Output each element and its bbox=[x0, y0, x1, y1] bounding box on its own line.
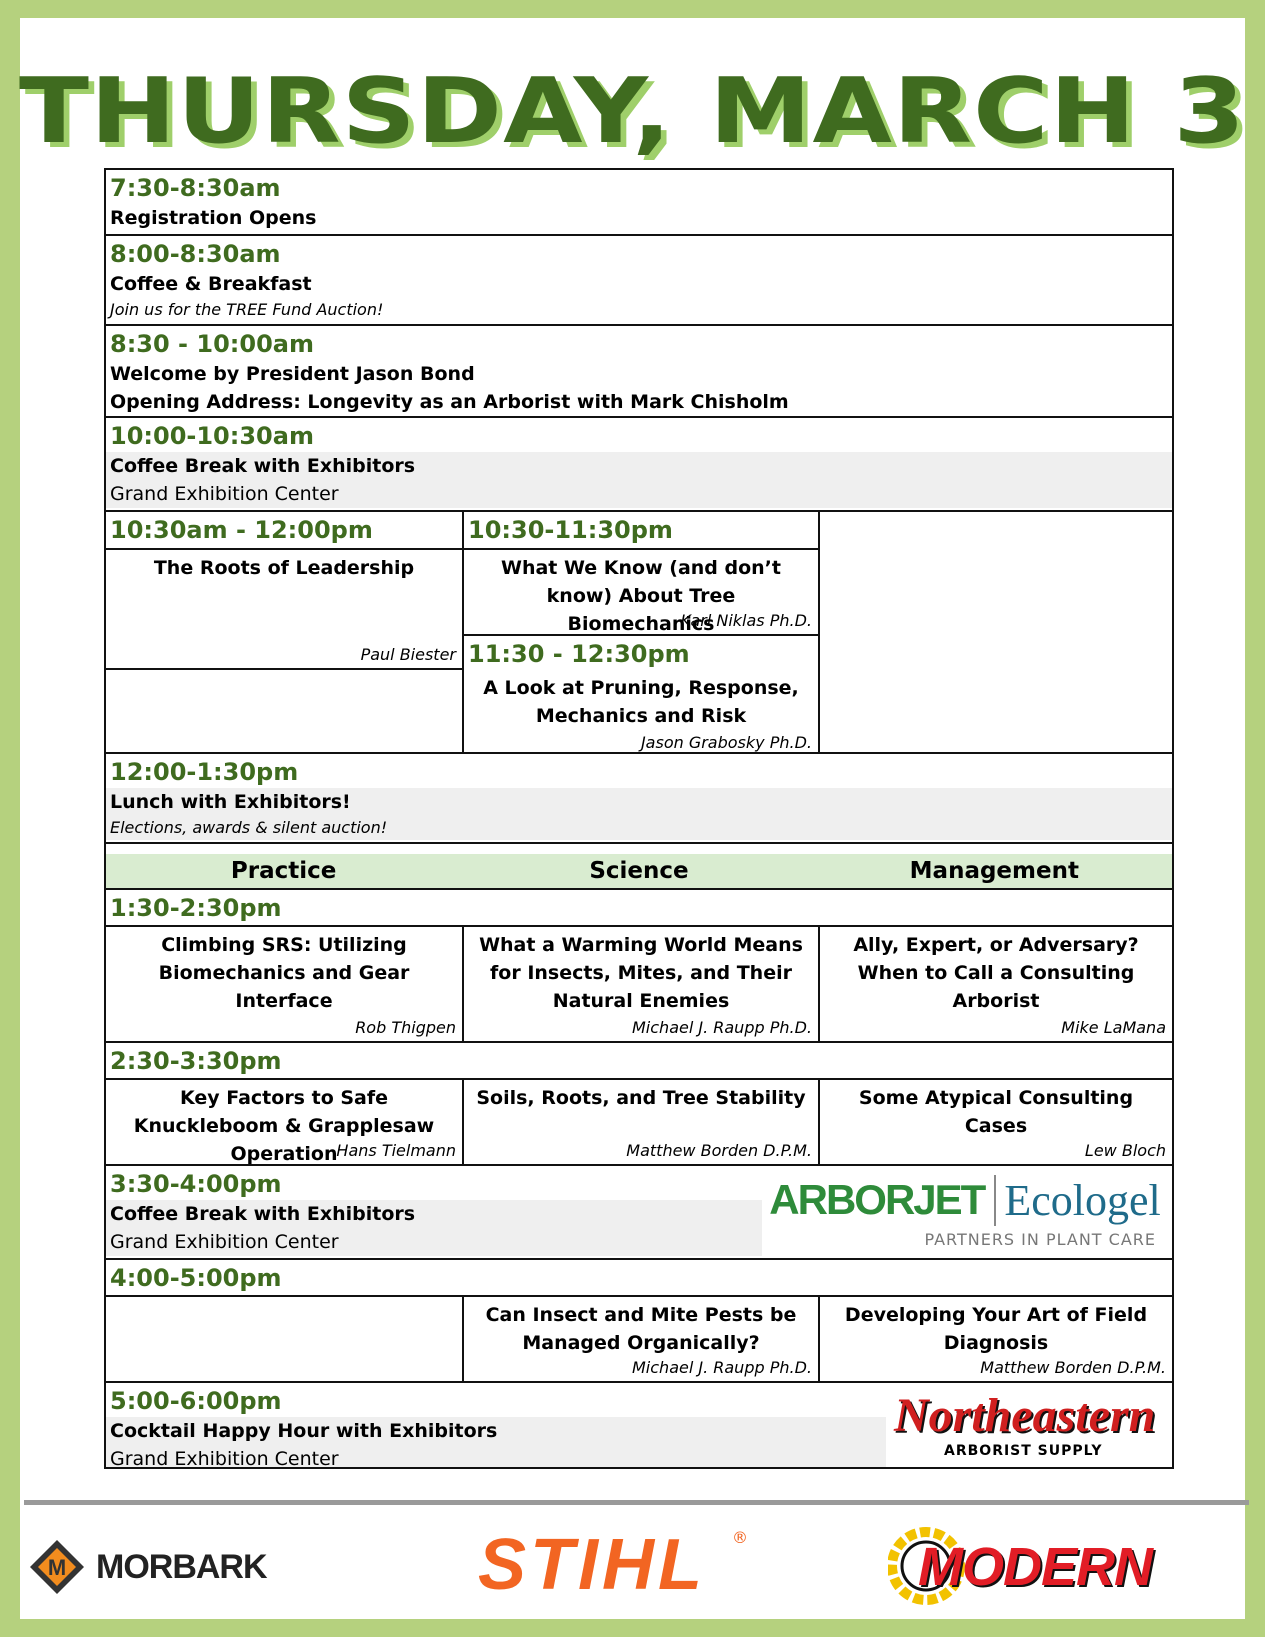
time-label: 10:00-10:30am bbox=[110, 422, 314, 450]
session-title: A Look at Pruning, Response, Mechanics and Risk bbox=[483, 677, 799, 727]
time-label: 8:30 - 10:00am bbox=[110, 330, 314, 358]
session-title bbox=[106, 1297, 462, 1301]
sponsor-logos bbox=[20, 1518, 1245, 1608]
schedule-row bbox=[106, 1381, 1172, 1467]
northeastern-subtitle: ARBORIST SUPPLY bbox=[944, 1443, 1103, 1459]
session-speaker: Karl Niklas Ph.D. bbox=[680, 611, 812, 630]
time-label: 1:30-2:30pm bbox=[106, 890, 1172, 927]
session-title: Developing Your Art of Field Diagnosis bbox=[844, 1304, 1148, 1354]
session-cell bbox=[106, 1297, 462, 1381]
session-title: Can Insect and Mite Pests be Managed Organically? bbox=[485, 1304, 797, 1354]
event-title: Coffee & Breakfast bbox=[110, 273, 312, 295]
track-header bbox=[106, 854, 1172, 890]
event-title: Registration Opens bbox=[110, 207, 317, 229]
session-cell bbox=[462, 1297, 818, 1381]
session-speaker: Matthew Borden D.P.M. bbox=[626, 1141, 812, 1160]
session-title: Climbing SRS: Utilizing Biomechanics and Gear Interface bbox=[158, 934, 410, 1012]
footer-divider bbox=[24, 1500, 1249, 1505]
event-location: Grand Exhibition Center bbox=[110, 1231, 339, 1253]
session-cell bbox=[818, 1080, 1172, 1164]
track-management: Management bbox=[909, 858, 1079, 884]
northeastern-wordmark: Northeastern bbox=[894, 1389, 1156, 1442]
schedule-row bbox=[106, 324, 1172, 416]
session-speaker: Rob Thigpen bbox=[355, 1018, 456, 1037]
session-speaker: Hans Tielmann bbox=[336, 1141, 456, 1160]
event-note: Join us for the TREE Fund Auction! bbox=[110, 300, 384, 319]
session-cell bbox=[818, 1297, 1172, 1381]
time-label: 5:00-6:00pm bbox=[110, 1387, 282, 1415]
schedule-row bbox=[106, 234, 1172, 324]
event-note: Elections, awards & silent auction! bbox=[110, 818, 388, 837]
time-label: 10:30am - 12:00pm bbox=[106, 512, 462, 550]
session-title: Key Factors to Safe Knuckleboom & Grapplesaw Operation bbox=[133, 1087, 435, 1165]
time-label: 8:00-8:30am bbox=[110, 240, 281, 268]
schedule-row bbox=[106, 510, 1172, 752]
session-column bbox=[106, 512, 462, 752]
time-label: 2:30-3:30pm bbox=[106, 1043, 1172, 1080]
event-location: Grand Exhibition Center bbox=[110, 483, 339, 505]
track-header-row bbox=[106, 842, 1172, 1041]
modern-logo bbox=[888, 1522, 1188, 1606]
ecologel-wordmark: Ecologel bbox=[994, 1175, 1160, 1226]
event-line: Welcome by President Jason Bond bbox=[110, 363, 475, 385]
session-speaker: Michael J. Raupp Ph.D. bbox=[632, 1018, 812, 1037]
session-title: What We Know (and don’t know) About Tree Biomechanics bbox=[501, 557, 781, 635]
session-cell bbox=[106, 550, 462, 670]
session-speaker: Lew Bloch bbox=[1084, 1141, 1166, 1160]
page bbox=[20, 18, 1245, 1619]
event-title: Cocktail Happy Hour with Exhibitors bbox=[110, 1420, 498, 1442]
event-title: Coffee Break with Exhibitors bbox=[110, 1203, 416, 1225]
arborjet-wordmark: ARBORJET bbox=[769, 1176, 985, 1223]
session-title: Ally, Expert, or Adversary? When to Call a Consulting Arborist bbox=[853, 934, 1139, 1012]
session-cell bbox=[464, 550, 818, 636]
morbark-logo bbox=[28, 1538, 267, 1596]
schedule-row bbox=[106, 1041, 1172, 1164]
track-science: Science bbox=[589, 858, 689, 884]
session-title: Some Atypical Consulting Cases bbox=[858, 1087, 1134, 1137]
session-speaker: Jason Grabosky Ph.D. bbox=[640, 733, 812, 752]
event-title: Coffee Break with Exhibitors bbox=[110, 455, 416, 477]
session-column bbox=[818, 512, 1172, 752]
session-cell bbox=[106, 1080, 462, 1164]
session-cell bbox=[462, 1080, 818, 1164]
time-label: 7:30-8:30am bbox=[110, 174, 281, 202]
morbark-wordmark: MORBARK bbox=[96, 1547, 267, 1586]
session-speaker: Matthew Borden D.P.M. bbox=[980, 1358, 1166, 1377]
schedule-row bbox=[106, 1164, 1172, 1258]
schedule-row bbox=[106, 752, 1172, 842]
event-title: Lunch with Exhibitors! bbox=[110, 791, 351, 813]
schedule-row bbox=[106, 170, 1172, 234]
stihl-registered-mark: ® bbox=[732, 1528, 748, 1547]
schedule-row bbox=[106, 416, 1172, 510]
session-title: What a Warming World Means for Insects, Mites, and Their Natural Enemies bbox=[479, 934, 803, 1012]
svg-text:M: M bbox=[47, 1555, 67, 1580]
northeastern-arborist-supply-logo bbox=[894, 1389, 1166, 1465]
session-speaker: Paul Biester bbox=[360, 645, 456, 664]
session-speaker: Mike LaMana bbox=[1061, 1018, 1166, 1037]
schedule-row bbox=[106, 1258, 1172, 1381]
session-speaker: Michael J. Raupp Ph.D. bbox=[632, 1358, 812, 1377]
session-column bbox=[462, 512, 818, 752]
page-title: THURSDAY, MARCH 3 bbox=[19, 59, 1246, 164]
schedule-table bbox=[104, 168, 1174, 1469]
arborjet-ecologel-logo bbox=[762, 1170, 1168, 1258]
session-title: The Roots of Leadership bbox=[153, 557, 415, 579]
modern-wordmark: MODERN bbox=[918, 1537, 1152, 1597]
session-cell bbox=[818, 927, 1172, 1041]
time-label: 10:30-11:30pm bbox=[464, 512, 818, 550]
session-cell bbox=[462, 927, 818, 1041]
session-cell bbox=[106, 927, 462, 1041]
session-cell bbox=[464, 670, 818, 756]
stihl-logo: STIHL bbox=[478, 1525, 706, 1605]
time-label: 12:00-1:30pm bbox=[110, 758, 299, 786]
session-title: Soils, Roots, and Tree Stability bbox=[476, 1087, 806, 1109]
arborjet-tagline: PARTNERS IN PLANT CARE bbox=[924, 1230, 1156, 1249]
time-label: 4:00-5:00pm bbox=[106, 1260, 1172, 1297]
time-label: 3:30-4:00pm bbox=[110, 1170, 282, 1198]
time-label: 11:30 - 12:30pm bbox=[468, 640, 690, 668]
morbark-diamond-icon bbox=[28, 1538, 86, 1596]
event-line: Opening Address: Longevity as an Arborist with Mark Chisholm bbox=[110, 391, 789, 413]
event-location: Grand Exhibition Center bbox=[110, 1448, 339, 1467]
track-practice: Practice bbox=[230, 858, 337, 884]
